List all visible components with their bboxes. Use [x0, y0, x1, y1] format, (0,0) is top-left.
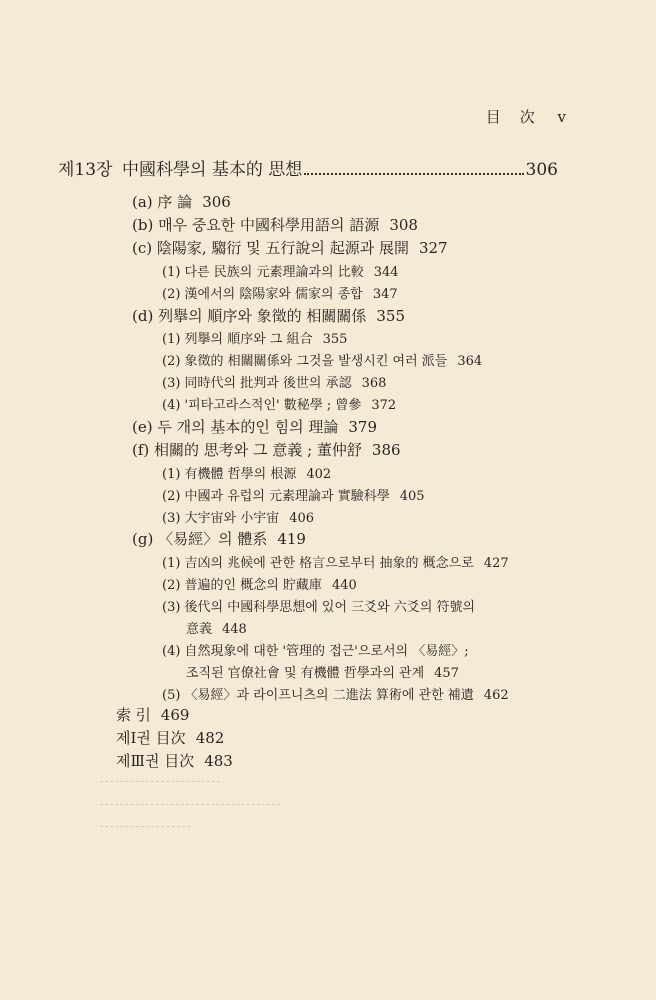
toc-entry: (b) 매우 중요한 中國科學用語의 語源 308	[132, 216, 418, 234]
header-title: 目 次	[485, 108, 537, 126]
toc-subentry: (1) 列擧의 順序와 그 組合 355	[162, 332, 348, 347]
show-through-line	[100, 826, 190, 827]
chapter-page: 306	[525, 160, 558, 180]
chapter-number: 제13장	[58, 160, 113, 180]
dot-leader	[304, 163, 523, 175]
toc-index-entry: 索 引 469	[116, 706, 190, 724]
toc-subentry: (2) 普遍的인 概念의 貯藏庫 440	[162, 578, 357, 593]
toc-subentry: (3) 後代의 中國科學思想에 있어 三爻와 六爻의 符號의	[162, 600, 476, 615]
toc-subentry: (1) 다른 民族의 元素理論과의 比較 344	[162, 265, 399, 280]
show-through-line	[100, 781, 220, 782]
toc-subentry-continuation: 조직된 官僚社會 및 有機體 哲學과의 관계 457	[186, 666, 459, 681]
toc-entry: (c) 陰陽家, 騶衍 및 五行說의 起源과 展開 327	[132, 239, 448, 257]
header-page-number: v	[557, 108, 568, 126]
toc-subentry: (4) 自然現象에 대한 '管理的 접근'으로서의 〈易經〉;	[162, 644, 469, 659]
chapter-title: 中國科學의 基本的 思想	[122, 160, 303, 180]
toc-subentry: (2) 漢에서의 陰陽家와 儒家의 종합 347	[162, 287, 398, 302]
toc-subentry: (5) 〈易經〉과 라이프니츠의 二進法 算術에 관한 補遺 462	[162, 688, 509, 703]
toc-subentry: (1) 有機體 哲學의 根源 402	[162, 467, 332, 482]
toc-subentry-continuation: 意義 448	[186, 622, 247, 637]
toc-subentry: (2) 中國과 유럽의 元素理論과 實驗科學 405	[162, 489, 425, 504]
toc-subentry: (4) '피타고라스적인' 數秘學 ; 曾參 372	[162, 398, 397, 413]
toc-subentry: (2) 象徵的 相關關係와 그것을 발생시킨 여러 派들 364	[162, 354, 483, 369]
toc-entry: (e) 두 개의 基本的인 힘의 理論 379	[132, 418, 378, 436]
toc-entry: (f) 相關的 思考와 그 意義 ; 董仲舒 386	[132, 441, 401, 459]
toc-volume-entry: 제Ⅲ권 目次 483	[116, 752, 233, 770]
toc-subentry: (1) 吉凶의 兆候에 관한 格言으로부터 抽象的 概念으로 427	[162, 556, 509, 571]
toc-volume-entry: 제Ⅰ권 目次 482	[116, 729, 225, 747]
chapter-heading	[58, 155, 558, 180]
toc-entry: (g) 〈易經〉의 體系 419	[132, 530, 306, 548]
toc-entry: (d) 列擧의 順序와 象徵的 相關關係 355	[132, 307, 406, 325]
running-header	[472, 106, 568, 127]
toc-subentry: (3) 大宇宙와 小宇宙 406	[162, 511, 315, 526]
toc-entry: (a) 序 論 306	[132, 193, 231, 211]
toc-subentry: (3) 同時代의 批判과 後世의 承認 368	[162, 376, 387, 391]
show-through-line	[100, 804, 280, 805]
